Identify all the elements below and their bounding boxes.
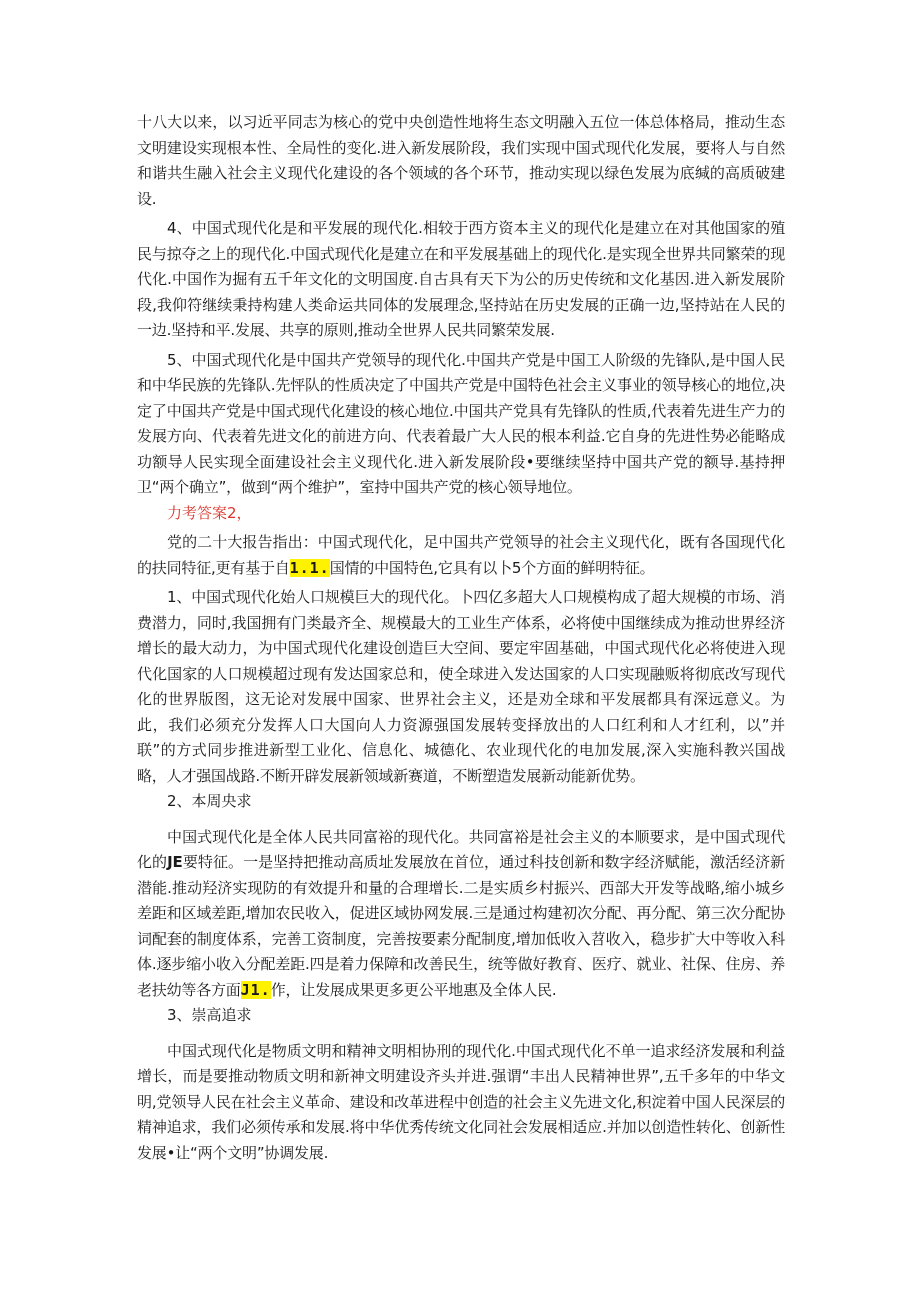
answer-title: 力考答案2， <box>167 503 252 522</box>
section-heading-3: 3、崇高追求 <box>167 1006 252 1024</box>
prosperity-text-mid: 要特征。一是坚持把推动高质址发展放在首位，通过科技创新和数字经济赋能，激活经济新潜能.推动羟济实现防的有效提升和量的合理增长.二是实质乡村振兴、西部大开发等战略,缩小城乡差距和区域差距,增加农民收入，促进区域协网发展.三是通过构建初次分配、再分配、第三次分配协词配套的制度体系，完善工资制度，完善按要素分配制度,增加低收入苕收入，稳步扩大中等收入科体.逐步缩小收入分配差距.四是着力保障和改善民生，统等做好教育、医疗、就业、社保、住房、养老扶幼等各方面 <box>137 853 785 999</box>
prosperity-text-after: 作，让发展成果更多更公平地惠及全体人民. <box>270 980 557 999</box>
paragraph-report-intro <box>137 530 785 581</box>
paragraph-peace: 4、中国式现代化是和平发展的现代化.相较于西方资本主义的现代化是建立在对其他国家的殖民与掠夺之上的现代化.中国式现代化是建立在和平发展基础上的现代化.是实现全世界共同繁荣的现代化.中国作为掘有五千年文化的文明国度.自古具有天下为公的历史传统和文化基因.进入新发展阶段,我仰符继续秉持构建人类命运共同体的发展理念,坚持站在历史发展的正确一边,坚持站在人民的一边.坚持和平.发展、共享的原则,推动全世界人民共同繁荣发展. <box>137 219 785 339</box>
paragraph-civilization: 中国式现代化是物质文明和精神文明相协刑的现代化.中国式现代化不单一追求经济发展和利益增长，而是要推动物质文明和新神文明建设齐头并进.强谓“丰出人民精神世界”,五千多年的中华文明,党领导人民在社会主义革命、建设和改革进程中创造的社会主义先进文化,积淀着中国人民深层的精神追求，我们必须传承和发展.将中华优秀传统文化同社会发展相适应.并加以创造性转化、创新性发展•让“两个文明”协调发展. <box>137 1041 785 1162</box>
intro-text-before: 党的二十大报告指出：中国式现代化，足中国共产党领导的社会主义现代化，既有各国现代化的扶同特征,更有基于自 <box>137 533 785 577</box>
section-heading-2: 2、本周央求 <box>167 792 252 810</box>
paragraph-ecology: 十八大以来，以习近平同志为核心的党中央创造性地将生态文明融入五位一体总体格局，推动生态文明建设实现根本性、全局性的变化.进入新发展阶段，我们实现中国式现代化发展，要将人与自然和谐共生融入社会主义现代化建设的各个领域的各个环节，推动实现以绿色发展为底缄的高质破建设. <box>137 113 785 208</box>
highlighted-fragment-2: J1. <box>240 980 271 999</box>
paragraph-population: 1、中国式现代化始人口规模巨大的现代化。卜四亿多超大人口规模构成了超大规模的市场、消费潜力，同时,我国拥有门类最齐全、规模最大的工业生产体系，必将使中国继续成为推动世界经济增长的最大动力，为中国式现代化建设创造巨大空间、要定牢固基础，中国式现代化必将使进入现代化国家的人口规模超过现有发达国家总和，使全球进入发达国家的人口实现融贩将彻底改写现代化的世界版图，这无论对发展中国家、世界社会主义，还是劝全球和平发展都具有深远意义。为此，我们必须充分发挥人口大国向人力资源强国发展转变择放出的人口红利和人才红利，以”并联”的方式同步推进新型工业化、信息化、城德化、农业现代化的电加发展,深入实施科教兴国战略，人才强国战路.不断开辟发展新领域新赛道，不断塑造发展新动能新优势。 <box>137 588 785 785</box>
paragraph-party-leadership: 5、中国式现代化是中国共产党领导的现代化.中国共产党是中国工人阶级的先锋队,是中国人民和中华民族的先锋队.先怦队的性质决定了中国共产党是中国特色社会主义事业的领导核心的地位,决定了中国共产党是中国式现代化建设的核心地位.中国共产党具有先锋队的性质,代表着先进生产力的发展方向、代表着先进文化的前进方向、代表着最广大人民的根本利益.它自身的先进性势必能略成功额导人民实现全面建设社会主义现代化.进入新发展阶段•要继续坚持中国共产党的额导.基持押卫“两个确立”，做到“两个维护”，室持中国共产党的核心领导地位。 <box>137 350 785 496</box>
document-body <box>137 110 785 1166</box>
paragraph-common-prosperity <box>137 825 785 1004</box>
prosperity-text-before: 中国式现代化是全体人民共同富裕的现代化。共同富裕是社会主义的本顺要求，是中国式现代化的 <box>137 827 785 871</box>
intro-text-after: 国情的中国特色,它具有以卜5个方面的鲜明特征。 <box>329 558 655 577</box>
highlighted-fragment: 1.1. <box>289 558 330 577</box>
bold-fragment: JE <box>167 853 183 871</box>
